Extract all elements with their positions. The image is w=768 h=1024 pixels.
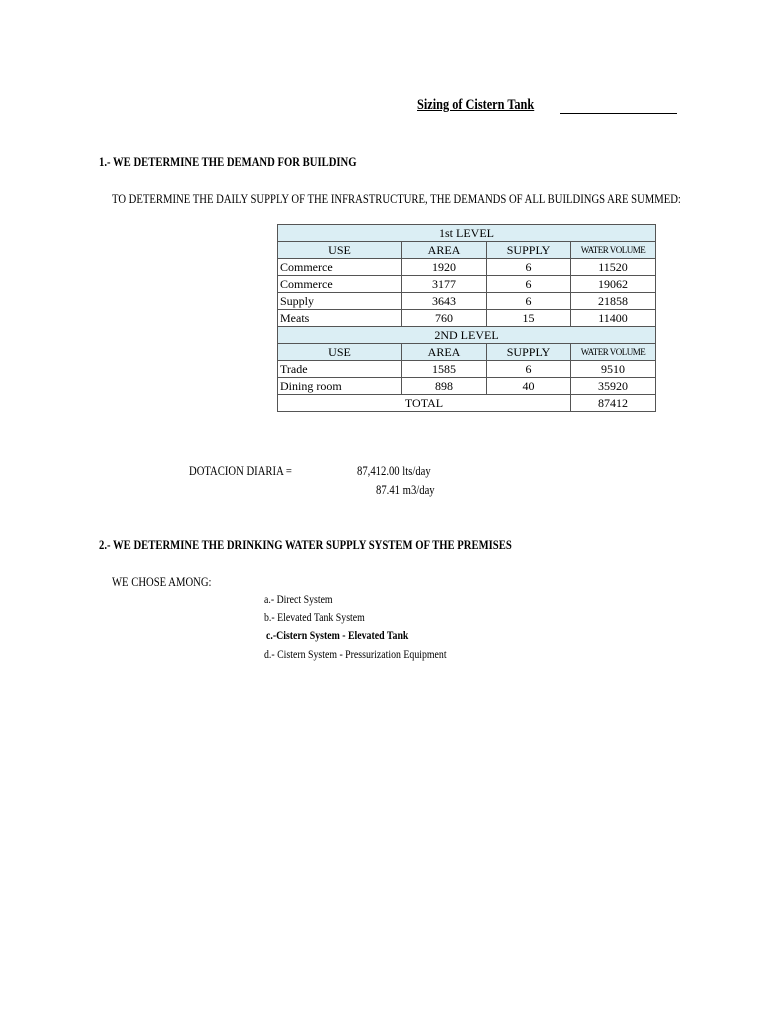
option-direct-system: a.- Direct System [264,592,333,606]
col-header-water-volume: WATER VOLUME [571,344,656,361]
col-header-use: USE [278,242,402,259]
cell-use: Supply [278,293,402,310]
table-header-row [278,242,656,259]
cell-use: Commerce [278,276,402,293]
table-header-row [278,344,656,361]
cell-area: 1585 [402,361,487,378]
table-row [278,361,656,378]
col-header-supply: SUPPLY [487,242,571,259]
cell-volume: 9510 [571,361,656,378]
total-row [278,395,656,412]
cell-supply: 6 [487,361,571,378]
cell-area: 898 [402,378,487,395]
table-row [278,259,656,276]
cell-area: 3643 [402,293,487,310]
cell-volume: 11400 [571,310,656,327]
cell-volume: 21858 [571,293,656,310]
cell-supply: 15 [487,310,571,327]
table-row [278,293,656,310]
dotacion-value-lts: 87,412.00 lts/day [357,463,431,478]
col-header-area: AREA [402,344,487,361]
cell-supply: 6 [487,259,571,276]
cell-volume: 35920 [571,378,656,395]
table-row [278,276,656,293]
title-underline [560,101,677,114]
level1-header-row [278,225,656,242]
section2-heading: 2.- WE DETERMINE THE DRINKING WATER SUPPLY SYSTEM OF THE PREMISES [99,537,512,552]
col-header-supply: SUPPLY [487,344,571,361]
total-label: TOTAL [278,395,571,412]
cell-supply: 6 [487,293,571,310]
cell-use: Commerce [278,259,402,276]
cell-area: 3177 [402,276,487,293]
page-title [417,97,677,114]
dotacion-label: DOTACION DIARIA = [189,463,292,478]
col-header-use: USE [278,344,402,361]
dotacion-value-m3: 87.41 m3/day [376,482,435,497]
total-value: 87412 [571,395,656,412]
cell-supply: 6 [487,276,571,293]
cell-area: 1920 [402,259,487,276]
level2-label: 2ND LEVEL [278,327,656,344]
cell-supply: 40 [487,378,571,395]
cell-use: Trade [278,361,402,378]
table-row [278,310,656,327]
option-cistern-pressurization: d.- Cistern System - Pressurization Equipment [264,647,447,661]
section1-intro: TO DETERMINE THE DAILY SUPPLY OF THE INFRASTRUCTURE, THE DEMANDS OF ALL BUILDINGS ARE SUMMED: [112,191,681,206]
cell-volume: 19062 [571,276,656,293]
col-header-area: AREA [402,242,487,259]
table-row [278,378,656,395]
section1-heading: 1.- WE DETERMINE THE DEMAND FOR BUILDING [99,154,357,169]
title-text: Sizing of Cistern Tank [417,97,535,113]
cell-area: 760 [402,310,487,327]
option-elevated-tank-system: b.- Elevated Tank System [264,610,365,624]
col-header-water-volume: WATER VOLUME [571,242,656,259]
level2-header-row [278,327,656,344]
option-cistern-elevated-tank: c.-Cistern System - Elevated Tank [266,628,409,642]
demand-table [277,224,656,412]
cell-use: Dining room [278,378,402,395]
cell-use: Meats [278,310,402,327]
level1-label: 1st LEVEL [278,225,656,242]
cell-volume: 11520 [571,259,656,276]
chose-among-label: WE CHOSE AMONG: [112,574,212,589]
